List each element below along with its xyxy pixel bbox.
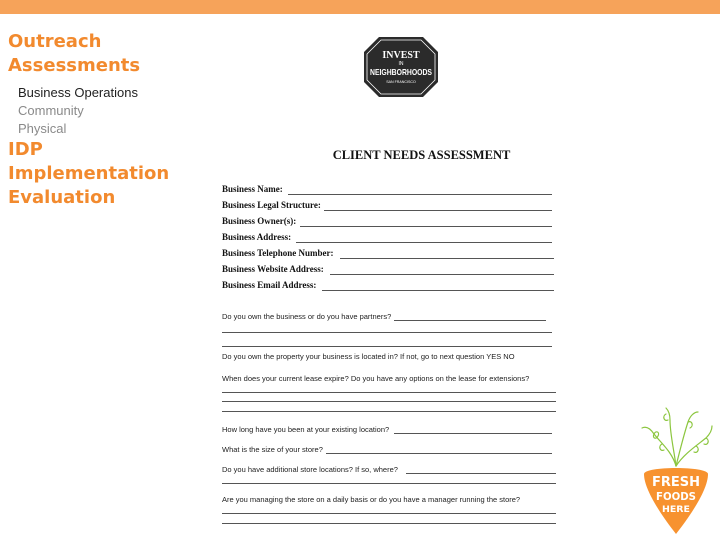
field-legal-structure: Business Legal Structure: xyxy=(222,200,321,210)
badge-text-here: HERE xyxy=(662,505,690,515)
client-needs-assessment-form xyxy=(222,0,562,540)
section-outline xyxy=(8,30,208,210)
field-website-address: Business Website Address: xyxy=(222,264,324,274)
nav-business-operations[interactable]: Business Operations xyxy=(18,85,138,100)
store-size-answer-line[interactable] xyxy=(326,453,552,454)
field-business-owners: Business Owner(s): xyxy=(222,216,297,226)
fresh-foods-here-carrot-icon xyxy=(636,404,716,536)
question-partners: Do you own the business or do you have partners? xyxy=(222,312,392,321)
nav-idp[interactable]: IDP xyxy=(8,139,43,160)
email-address-input-line[interactable] xyxy=(322,290,554,291)
partners-answer-line-3[interactable] xyxy=(222,346,552,347)
question-time-at-location: How long have you been at your existing location? xyxy=(222,425,390,434)
additional-locations-answer-line-2[interactable] xyxy=(222,483,556,484)
website-address-input-line[interactable] xyxy=(330,274,554,275)
field-telephone-number: Business Telephone Number: xyxy=(222,248,334,258)
form-title: CLIENT NEEDS ASSESSMENT xyxy=(332,148,511,162)
question-store-management: Are you managing the store on a daily basis or do you have a manager running the store? xyxy=(222,495,521,504)
nav-physical[interactable]: Physical xyxy=(18,121,67,136)
lease-answer-line-1[interactable] xyxy=(222,392,556,393)
field-email-address: Business Email Address: xyxy=(222,280,317,290)
lease-answer-line-2[interactable] xyxy=(222,401,556,402)
additional-locations-answer-line[interactable] xyxy=(406,473,556,474)
carrot-leaves xyxy=(642,408,712,466)
nav-implementation[interactable]: Implementation xyxy=(8,163,170,184)
question-property-ownership: Do you own the property your business is located in? If not, go to next question YES NO xyxy=(222,352,515,361)
logo-text-neighborhoods: NEIGHBORHOODS xyxy=(370,67,433,77)
partners-answer-line-2[interactable] xyxy=(222,332,552,333)
business-name-input-line[interactable] xyxy=(288,194,552,195)
business-owners-input-line[interactable] xyxy=(300,226,552,227)
partners-answer-line[interactable] xyxy=(394,320,546,321)
badge-text-fresh: FRESH xyxy=(652,475,700,490)
logo-text-invest: INVEST xyxy=(382,50,420,61)
logo-text-in: IN xyxy=(398,61,404,67)
logo-text-city: SAN FRANCISCO xyxy=(386,80,416,84)
store-management-answer-line-2[interactable] xyxy=(222,523,556,524)
field-business-address: Business Address: xyxy=(222,232,292,242)
legal-structure-input-line[interactable] xyxy=(324,210,552,211)
store-management-answer-line-1[interactable] xyxy=(222,513,556,514)
nav-community[interactable]: Community xyxy=(18,103,84,118)
badge-text-foods: FOODS xyxy=(656,490,697,503)
question-additional-locations: Do you have additional store locations? If so, where? xyxy=(222,465,398,474)
nav-outreach[interactable]: Outreach xyxy=(8,31,102,52)
time-at-location-answer-line[interactable] xyxy=(394,433,552,434)
telephone-number-input-line[interactable] xyxy=(340,258,554,259)
business-address-input-line[interactable] xyxy=(296,242,552,243)
lease-answer-line-3[interactable] xyxy=(222,411,556,412)
field-business-name: Business Name: xyxy=(222,184,283,194)
question-store-size: What is the size of your store? xyxy=(222,445,323,454)
question-lease-expiry: When does your current lease expire? Do you have any options on the lease for extensions? xyxy=(222,374,530,383)
nav-evaluation[interactable]: Evaluation xyxy=(8,187,116,208)
nav-assessments[interactable]: Assessments xyxy=(8,55,141,76)
